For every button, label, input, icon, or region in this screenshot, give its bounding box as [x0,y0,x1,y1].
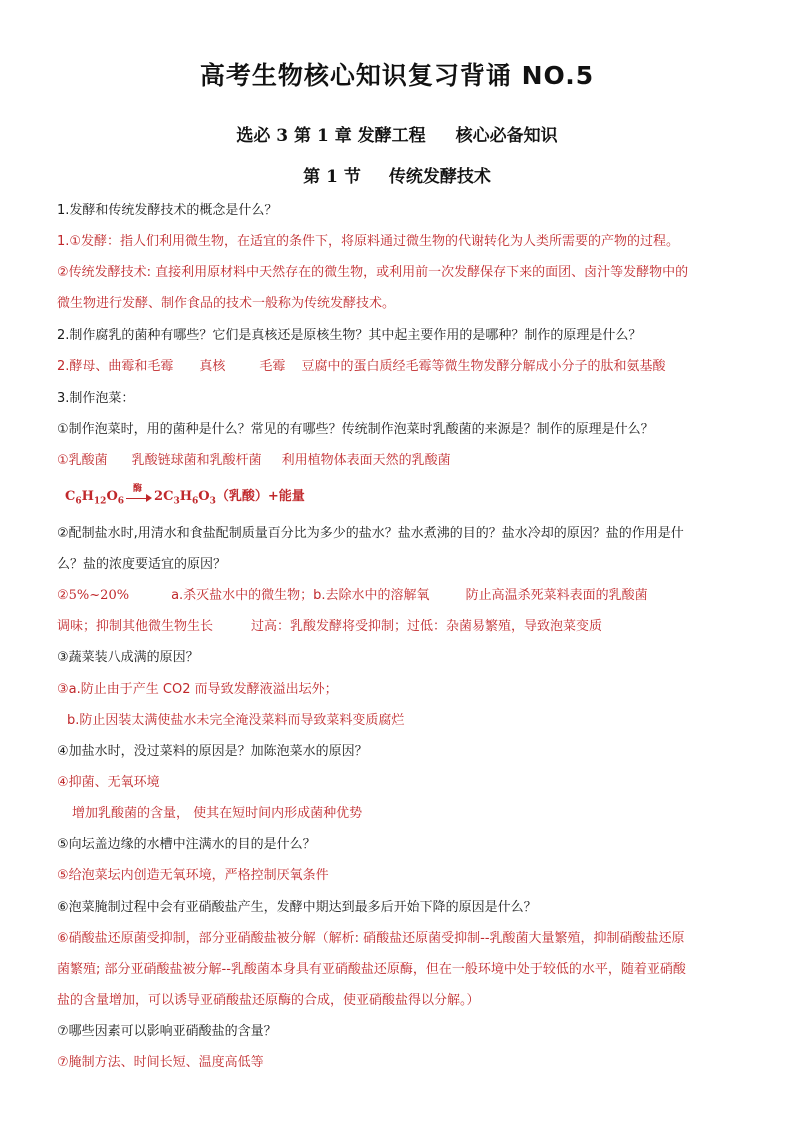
question-3-1: ①制作泡菜时，用的菌种是什么？常见的有哪些？传统制作泡菜时乳酸菌的来源是？制作的原理是什么？ [57,422,654,437]
answer-1-traditional-a: ②传统发酵技术: 直接利用原材料中天然存在的微生物，或利用前一次发酵保存下来的面团、卤汁等发酵物中的 [57,265,689,280]
answer-3-6-b: 菌繁殖; 部分亚硝酸盐被分解--乳酸菌本身具有亚硝酸盐还原酶，但在一般环境中处于较低的水平，随着亚硝酸 [57,962,686,977]
answer-3-2-b [57,618,747,636]
answer-2-principle: 豆腐中的蛋白质经毛霉等微生物发酵分解成小分子的肽和氨基酸 [301,359,666,374]
question-1: 1.发酵和传统发酵技术的概念是什么？ [57,203,278,218]
answer-3-1-strain: ①乳酸菌 [57,453,108,468]
answer-1-fermentation: 1.①发酵：指人们利用微生物，在适宜的条件下，将原料通过微生物的代谢转化为人类所需要的产物的过程。 [57,234,680,249]
answer-3-6-a: ⑥硝酸盐还原菌受抑制，部分亚硝酸盐被分解（解析: 硝酸盐还原菌受抑制--乳酸菌大量繁殖，抑制硝酸盐还原 [57,931,685,946]
answer-3-2-concentration: ②5%~20% [57,588,130,603]
answer-3-2-boil: a.杀灭盐水中的微生物；b.去除水中的溶解氧 [171,588,430,603]
section-title: 传统发酵技术 [388,167,491,187]
answer-2-eukaryote: 真核 [199,359,226,374]
answer-2 [57,358,747,376]
answer-1-traditional-b: 微生物进行发酵、制作食品的技术一般称为传统发酵技术。 [57,296,396,311]
answer-3-1-source: 利用植物体表面天然的乳酸菌 [281,453,451,468]
answer-3-2-salt-role: 调味；抑制其他微生物生长 [57,619,214,634]
question-3-heading: 3.制作泡菜： [57,391,135,406]
equation-note: （乳酸）+能量 [215,489,305,504]
question-3-3: ③蔬菜装八成满的原因？ [57,650,199,665]
answer-3-2-a [57,587,747,605]
answer-3-5: ⑤给泡菜坛内创造无氧环境，严格控制厌氧条件 [57,868,329,883]
answer-3-4-b: 增加乳酸菌的含量， 使其在短时间内形成菌种优势 [72,806,363,821]
answer-3-2-cool: 防止高温杀死菜料表面的乳酸菌 [465,588,648,603]
lactic-fermentation-equation: $C_6H_{12}O_6$ 酶 $2C_3H_6O_3$（乳酸）+能量 [65,485,305,507]
answer-2-strains: 2.酵母、曲霉和毛霉 [57,359,174,374]
question-3-5: ⑤向坛盖边缘的水槽中注满水的目的是什么？ [57,837,316,852]
answer-3-2-salt-level: 过高：乳酸发酵将受抑制；过低：杂菌易繁殖，导致泡菜变质 [251,619,603,634]
chapter-topic: 核心必备知识 [455,126,558,146]
question-3-4: ④加盐水时，没过菜料的原因是？加陈泡菜水的原因？ [57,744,368,759]
answer-3-4-a: ④抑菌、无氧环境 [57,775,160,790]
chapter-subtitle [0,121,794,146]
answer-3-3-a: ③a.防止由于产生 CO2 而导致发酵液溢出坛外； [57,682,338,697]
question-3-2-b: 么？盐的浓度要适宜的原因？ [57,557,227,572]
question-2: 2.制作腐乳的菌种有哪些？它们是真核还是原核生物？其中起主要作用的是哪种？制作的原理是什么？ [57,328,642,343]
question-3-2-a: ②配制盐水时,用清水和食盐配制质量百分比为多少的盐水？盐水煮沸的目的？盐水冷却的原因？盐的作用是什 [57,526,684,541]
answer-2-main: 毛霉 [259,359,286,374]
enzyme-label: 酶 [133,483,143,494]
answer-3-1 [57,452,747,470]
answer-3-6-c: 盐的含量增加，可以诱导亚硝酸盐还原酶的合成，使亚硝酸盐得以分解。） [57,993,480,1008]
section-heading [0,162,794,187]
question-3-6: ⑥泡菜腌制过程中会有亚硝酸盐产生，发酵中期达到最多后开始下降的原因是什么？ [57,900,537,915]
page-title: 高考生物核心知识复习背诵 NO.5 [199,61,595,90]
section-number: 第 1 节 [303,167,361,187]
reaction-arrow-icon [126,483,152,504]
answer-3-1-common: 乳酸链球菌和乳酸杆菌 [131,453,262,468]
chapter-label: 选必 3 第 1 章 发酵工程 [236,126,426,146]
answer-3-3-b: b.防止因装太满使盐水未完全淹没菜料而导致菜料变质腐烂 [67,713,405,728]
answer-3-7: ⑦腌制方法、时间长短、温度高低等 [57,1055,264,1070]
question-3-7: ⑦哪些因素可以影响亚硝酸盐的含量？ [57,1024,277,1039]
